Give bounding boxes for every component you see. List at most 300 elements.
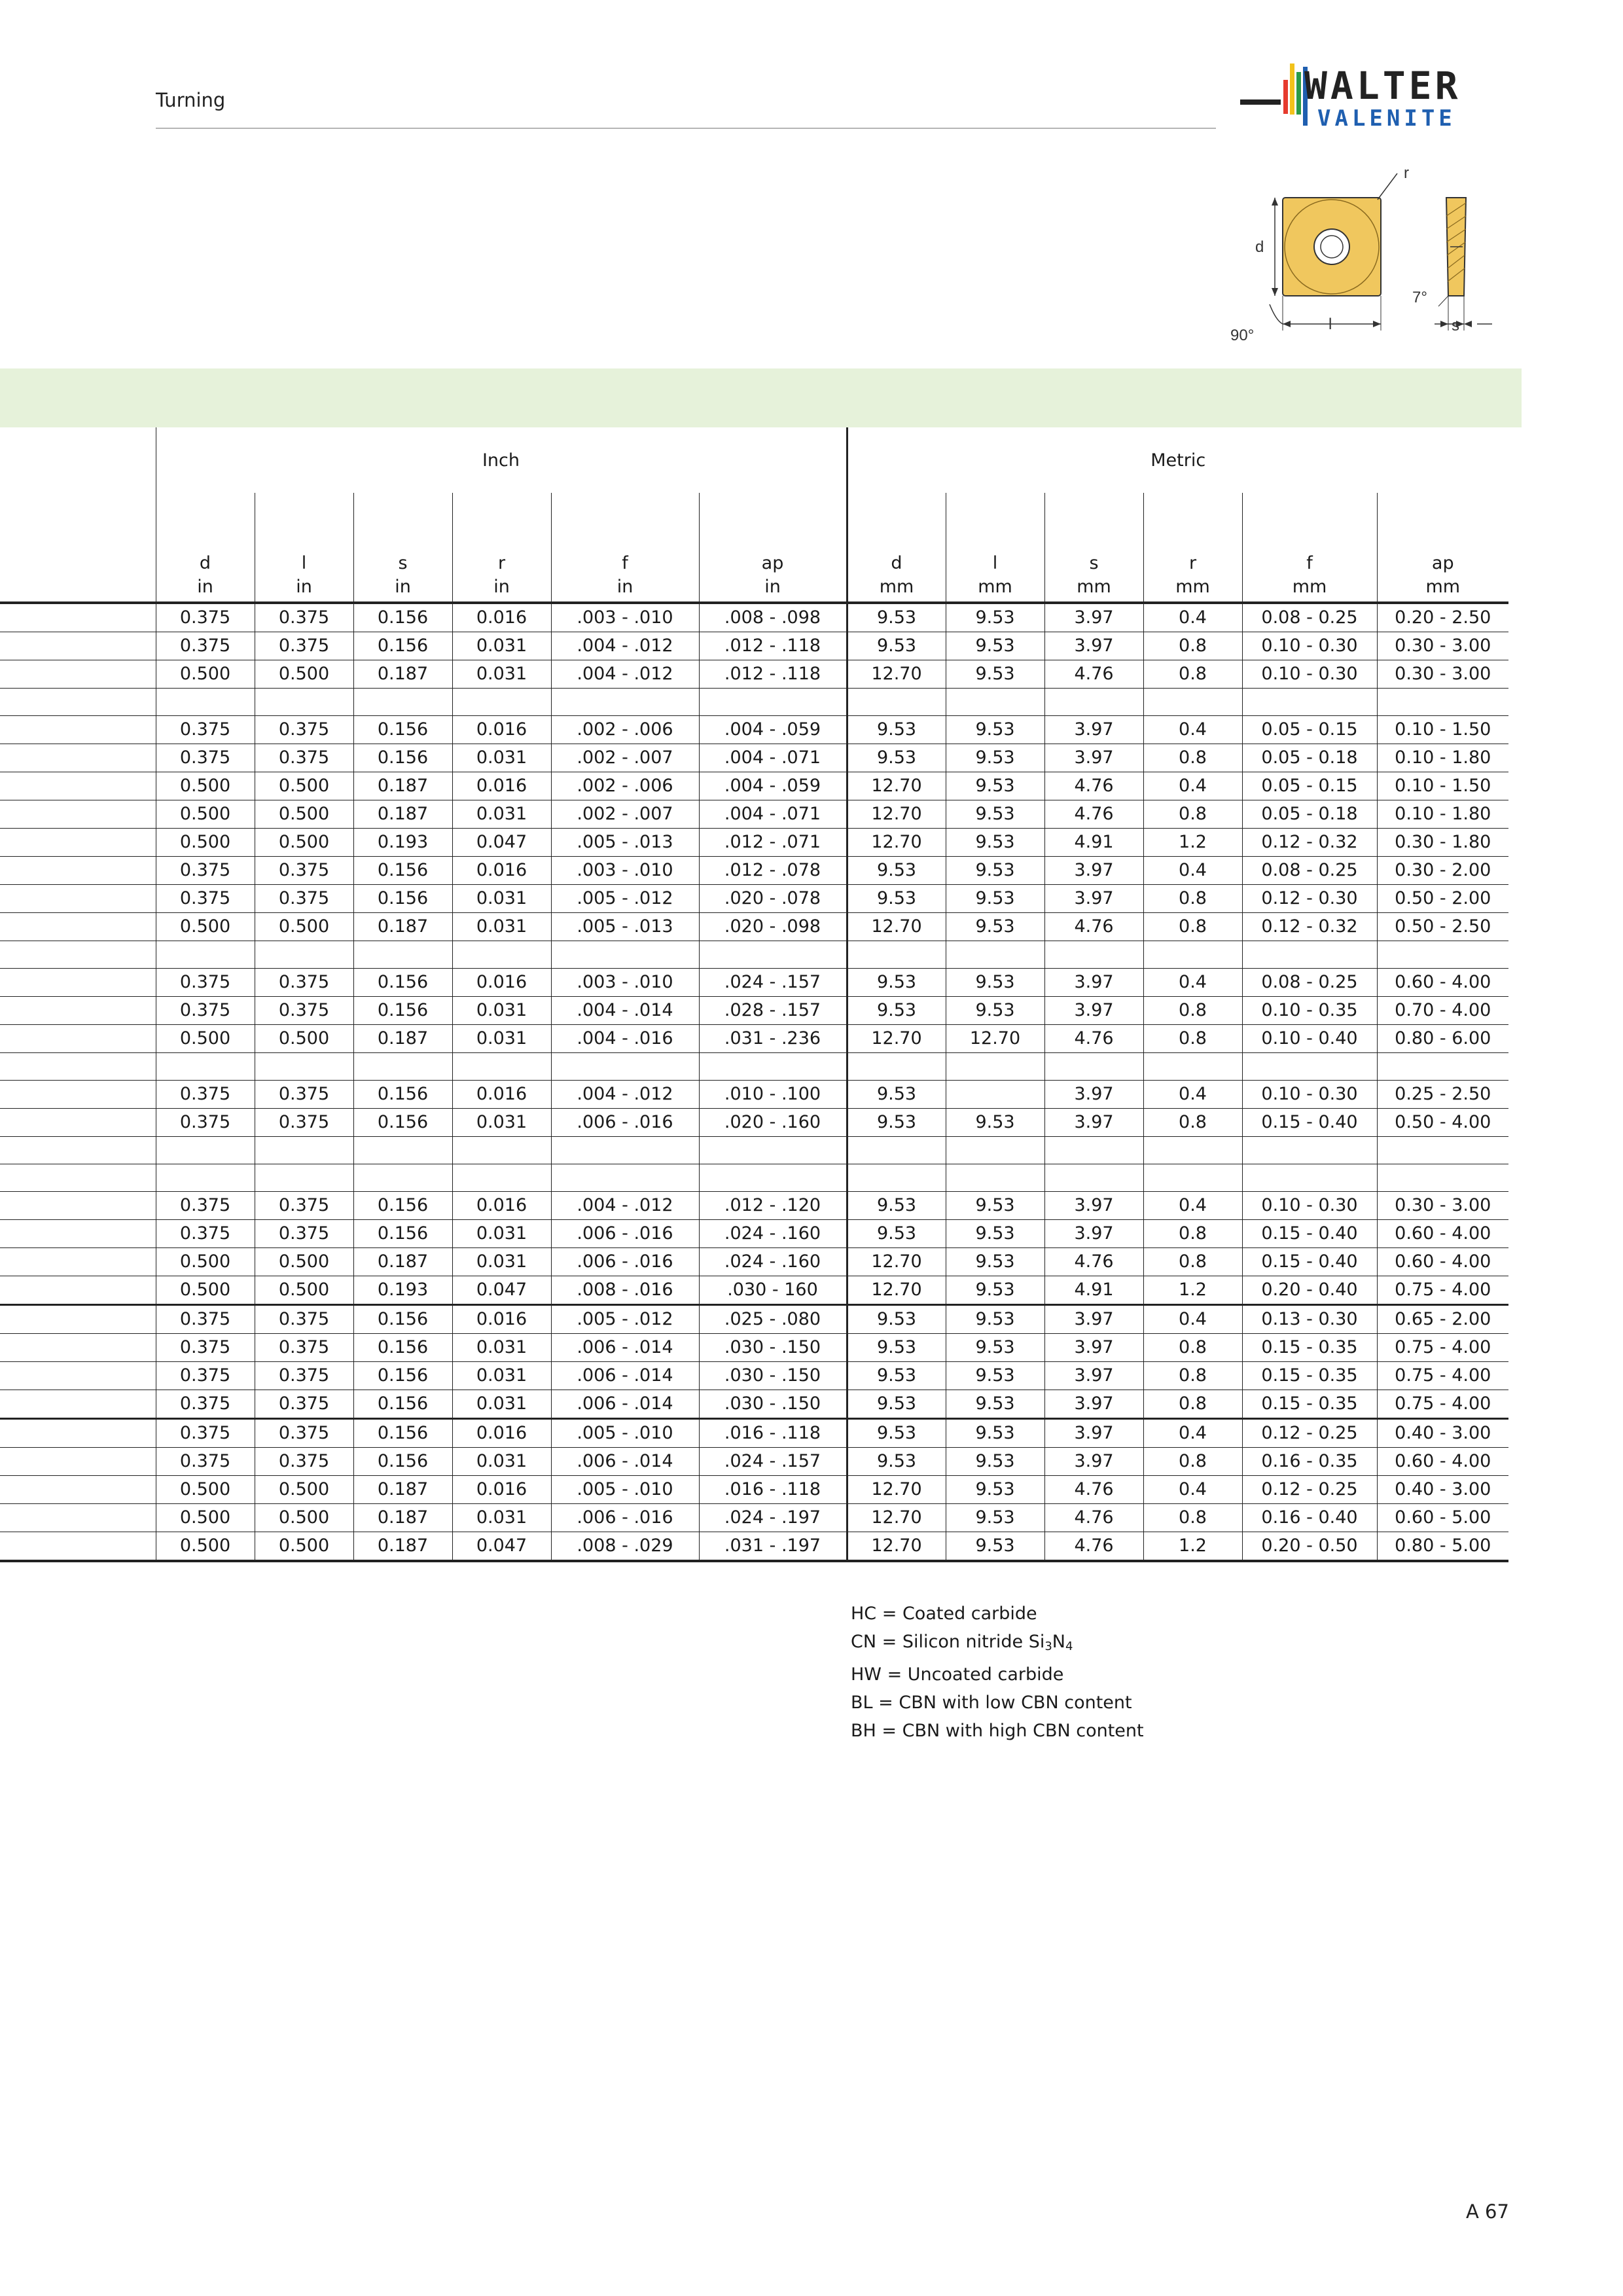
table-cell: 0.8 (1143, 885, 1242, 913)
table-cell: 0.40 - 3.00 (1377, 1476, 1508, 1504)
table-cell: 3.97 (1044, 1419, 1143, 1448)
table-cell: 0.156 (353, 1448, 452, 1476)
table-cell: 0.031 (452, 800, 551, 829)
header-blank-cell (0, 427, 156, 493)
table-cell: .012 - .071 (699, 829, 847, 857)
table-cell: .004 - .012 (551, 1081, 699, 1109)
table-cell: 0.13 - 0.30 (1242, 1305, 1377, 1334)
table-cell (847, 1053, 946, 1081)
table-cell: .008 - .029 (551, 1532, 699, 1562)
column-unit: mm (1175, 577, 1210, 597)
table-cell: 12.70 (847, 1025, 946, 1053)
table-cell: 0.375 (255, 857, 353, 885)
table-cell: 0.375 (156, 1334, 255, 1362)
table-cell: 0.15 - 0.35 (1242, 1362, 1377, 1390)
table-cell: 0.187 (353, 800, 452, 829)
table-cell: 9.53 (847, 857, 946, 885)
row-designation-cell (0, 857, 156, 885)
table-cell: 0.375 (156, 857, 255, 885)
table-cell (1044, 1137, 1143, 1164)
legend-item-bh: BH = CBN with high CBN content (851, 1721, 1144, 1741)
table-cell: 0.4 (1143, 1419, 1242, 1448)
table-cell: 0.15 - 0.40 (1242, 1220, 1377, 1248)
legend-item-bl: BL = CBN with low CBN content (851, 1693, 1132, 1713)
table-cell: 0.187 (353, 660, 452, 689)
table-cell: .030 - .150 (699, 1390, 847, 1419)
table-cell: 0.500 (156, 1532, 255, 1562)
table-row (0, 772, 1508, 800)
table-cell: 9.53 (946, 744, 1044, 772)
table-cell (847, 941, 946, 969)
table-cell: 0.10 - 0.30 (1242, 1081, 1377, 1109)
table-cell (1377, 941, 1508, 969)
table-cell: 0.10 - 0.30 (1242, 632, 1377, 660)
table-cell: 0.8 (1143, 1248, 1242, 1276)
table-cell: 0.031 (452, 1390, 551, 1419)
table-cell: 0.031 (452, 885, 551, 913)
table-cell: 0.156 (353, 1081, 452, 1109)
table-cell: 0.15 - 0.40 (1242, 1248, 1377, 1276)
diagram-angle-7: 7° (1412, 289, 1427, 306)
table-cell: 0.4 (1143, 1476, 1242, 1504)
table-cell: 0.05 - 0.18 (1242, 744, 1377, 772)
table-row (0, 1362, 1508, 1390)
column-unit: in (616, 577, 633, 597)
table-spacer-row (0, 1164, 1508, 1192)
row-designation-cell (0, 1305, 156, 1334)
table-cell (353, 1137, 452, 1164)
table-cell: .024 - .157 (699, 969, 847, 997)
column-unit: in (296, 577, 312, 597)
table-cell: 0.500 (255, 1476, 353, 1504)
row-designation-cell (0, 885, 156, 913)
logo-wordmark-walter: WALTER (1304, 63, 1461, 108)
table-cell: .020 - .098 (699, 913, 847, 941)
table-cell: 0.8 (1143, 913, 1242, 941)
table-cell: 3.97 (1044, 969, 1143, 997)
table-cell: 9.53 (946, 1504, 1044, 1532)
table-cell: 0.12 - 0.32 (1242, 829, 1377, 857)
table-cell: .030 - .150 (699, 1362, 847, 1390)
table-cell: .012 - .078 (699, 857, 847, 885)
table-cell: 0.156 (353, 1192, 452, 1220)
table-cell: .012 - .118 (699, 660, 847, 689)
table-cell: 9.53 (847, 1448, 946, 1476)
column-header-r-in (452, 493, 551, 603)
table-cell (1044, 941, 1143, 969)
table-cell: 0.156 (353, 744, 452, 772)
table-cell: .005 - .010 (551, 1476, 699, 1504)
table-cell: .024 - .157 (699, 1448, 847, 1476)
table-row (0, 1334, 1508, 1362)
table-cell: 0.500 (255, 1025, 353, 1053)
table-cell: 0.187 (353, 772, 452, 800)
column-header-ap-in (699, 493, 847, 603)
table-cell: 0.156 (353, 1390, 452, 1419)
table-cell (699, 1137, 847, 1164)
table-cell: 0.60 - 4.00 (1377, 1448, 1508, 1476)
table-cell: 0.031 (452, 1025, 551, 1053)
table-cell (1044, 1053, 1143, 1081)
table-cell: .005 - .010 (551, 1419, 699, 1448)
table-cell: 4.76 (1044, 660, 1143, 689)
row-designation-cell (0, 603, 156, 632)
table-row (0, 997, 1508, 1025)
table-cell (353, 1164, 452, 1192)
table-cell: .004 - .016 (551, 1025, 699, 1053)
table-cell: 0.031 (452, 1504, 551, 1532)
table-cell (946, 1053, 1044, 1081)
table-cell (1242, 941, 1377, 969)
table-cell: 0.375 (156, 1448, 255, 1476)
table-cell: .004 - .012 (551, 660, 699, 689)
table-cell: 0.08 - 0.25 (1242, 857, 1377, 885)
table-cell: 0.50 - 2.50 (1377, 913, 1508, 941)
row-designation-cell (0, 1276, 156, 1305)
table-cell (156, 689, 255, 716)
table-row (0, 1220, 1508, 1248)
table-cell: 12.70 (847, 1476, 946, 1504)
table-cell: 3.97 (1044, 857, 1143, 885)
table-cell: 0.031 (452, 1448, 551, 1476)
table-cell: 0.8 (1143, 744, 1242, 772)
table-cell: 0.047 (452, 1276, 551, 1305)
table-cell: 0.016 (452, 1081, 551, 1109)
row-designation-cell (0, 1419, 156, 1448)
table-row (0, 1532, 1508, 1562)
table-cell: 1.2 (1143, 1532, 1242, 1562)
table-cell: 3.97 (1044, 885, 1143, 913)
table-cell: 9.53 (847, 1109, 946, 1137)
table-cell: 0.187 (353, 1248, 452, 1276)
table-cell: 0.10 - 1.80 (1377, 744, 1508, 772)
table-cell: 12.70 (847, 1276, 946, 1305)
column-unit: mm (978, 577, 1012, 597)
table-cell: 9.53 (847, 1390, 946, 1419)
table-cell: 0.40 - 3.00 (1377, 1419, 1508, 1448)
column-name: s (398, 553, 408, 573)
table-cell: .004 - .071 (699, 744, 847, 772)
table-row (0, 913, 1508, 941)
table-cell (946, 941, 1044, 969)
table-cell: 0.375 (255, 1192, 353, 1220)
table-cell: 9.53 (946, 1192, 1044, 1220)
table-cell: 0.031 (452, 1248, 551, 1276)
table-cell: 0.500 (156, 772, 255, 800)
column-unit: mm (879, 577, 914, 597)
table-cell: 3.97 (1044, 997, 1143, 1025)
table-cell: 3.97 (1044, 1220, 1143, 1248)
table-cell: 0.500 (255, 1276, 353, 1305)
table-cell (452, 1053, 551, 1081)
column-name: r (497, 553, 506, 573)
table-cell: 0.156 (353, 1109, 452, 1137)
table-cell: 0.500 (255, 913, 353, 941)
table-cell: 0.4 (1143, 716, 1242, 744)
column-name: d (199, 553, 211, 573)
table-cell: 4.76 (1044, 1504, 1143, 1532)
table-cell: 0.187 (353, 1532, 452, 1562)
table-cell: 9.53 (946, 603, 1044, 632)
table-cell: 0.156 (353, 716, 452, 744)
table-cell: 0.25 - 2.50 (1377, 1081, 1508, 1109)
table-row (0, 1081, 1508, 1109)
table-cell: .002 - .006 (551, 716, 699, 744)
table-cell: 0.031 (452, 1334, 551, 1362)
table-cell: .002 - .006 (551, 772, 699, 800)
table-cell: 0.375 (255, 1081, 353, 1109)
row-designation-cell (0, 1192, 156, 1220)
table-cell: 0.375 (156, 1305, 255, 1334)
group-header-inch: Inch (156, 427, 847, 493)
table-cell: .008 - .016 (551, 1276, 699, 1305)
table-cell: 1.2 (1143, 1276, 1242, 1305)
table-cell: 12.70 (847, 913, 946, 941)
table-cell: 0.12 - 0.25 (1242, 1476, 1377, 1504)
table-cell: 0.4 (1143, 603, 1242, 632)
table-cell: 0.8 (1143, 1025, 1242, 1053)
table-cell: 0.375 (255, 885, 353, 913)
table-cell: 0.375 (255, 1109, 353, 1137)
table-row (0, 1419, 1508, 1448)
row-designation-cell (0, 1448, 156, 1476)
table-spacer-row (0, 941, 1508, 969)
table-row (0, 1025, 1508, 1053)
material-legend (851, 1600, 1144, 1745)
table-cell: 0.016 (452, 969, 551, 997)
table-cell (847, 1137, 946, 1164)
table-cell (699, 689, 847, 716)
table-cell: 0.375 (255, 1390, 353, 1419)
table-cell: .028 - .157 (699, 997, 847, 1025)
table-cell: .024 - .197 (699, 1504, 847, 1532)
table-cell: 0.375 (156, 1390, 255, 1419)
table-cell: 0.10 - 1.50 (1377, 772, 1508, 800)
table-cell (452, 689, 551, 716)
column-name: d (891, 553, 902, 573)
table-cell: 3.97 (1044, 716, 1143, 744)
table-cell (156, 941, 255, 969)
table-cell: 9.53 (847, 1220, 946, 1248)
header-blank-cell (0, 493, 156, 603)
table-cell: .005 - .012 (551, 885, 699, 913)
row-designation-cell (0, 969, 156, 997)
table-cell: 9.53 (946, 1532, 1044, 1562)
table-cell: 4.76 (1044, 772, 1143, 800)
table-cell: 0.031 (452, 1362, 551, 1390)
table-cell: 3.97 (1044, 1390, 1143, 1419)
table-cell: 0.500 (156, 1504, 255, 1532)
table-cell: 1.2 (1143, 829, 1242, 857)
table-cell: 12.70 (847, 1532, 946, 1562)
column-header-f-in (551, 493, 699, 603)
column-header-s-in (353, 493, 452, 603)
table-cell (1044, 1164, 1143, 1192)
table-row (0, 1248, 1508, 1276)
table-cell (1377, 1164, 1508, 1192)
table-cell: 9.53 (946, 1220, 1044, 1248)
table-cell: 3.97 (1044, 1305, 1143, 1334)
table-cell: 0.65 - 2.00 (1377, 1305, 1508, 1334)
table-cell: 0.016 (452, 1476, 551, 1504)
legend-code: CN (851, 1632, 877, 1652)
walter-valenite-logo (1240, 60, 1522, 139)
table-cell: 0.05 - 0.15 (1242, 772, 1377, 800)
table-cell: 0.10 - 1.50 (1377, 716, 1508, 744)
table-cell: 3.97 (1044, 1081, 1143, 1109)
table-row (0, 1504, 1508, 1532)
table-cell: 0.375 (156, 716, 255, 744)
table-cell (255, 1053, 353, 1081)
table-cell: 9.53 (946, 1276, 1044, 1305)
table-cell (1143, 941, 1242, 969)
table-cell: 9.53 (946, 1248, 1044, 1276)
table-cell: 9.53 (847, 1192, 946, 1220)
table-cell: 0.08 - 0.25 (1242, 969, 1377, 997)
table-cell: .006 - .014 (551, 1334, 699, 1362)
row-designation-cell (0, 689, 156, 716)
table-cell: 0.156 (353, 603, 452, 632)
table-cell: 3.97 (1044, 1334, 1143, 1362)
column-header-ap-mm (1377, 493, 1508, 603)
table-cell: 9.53 (847, 716, 946, 744)
diagram-label-d: d (1255, 238, 1264, 256)
table-cell: .005 - .013 (551, 829, 699, 857)
table-cell: 0.375 (156, 969, 255, 997)
table-cell (551, 941, 699, 969)
table-cell: 3.97 (1044, 632, 1143, 660)
row-designation-cell (0, 632, 156, 660)
table-cell: 0.500 (156, 1025, 255, 1053)
table-cell: 9.53 (847, 885, 946, 913)
table-cell: 4.76 (1044, 1532, 1143, 1562)
table-cell: 0.75 - 4.00 (1377, 1362, 1508, 1390)
table-cell: 9.53 (946, 1305, 1044, 1334)
table-cell: 0.8 (1143, 1334, 1242, 1362)
table-cell: 0.60 - 4.00 (1377, 1248, 1508, 1276)
table-row (0, 1448, 1508, 1476)
table-cell: 0.8 (1143, 1362, 1242, 1390)
table-cell: 0.12 - 0.30 (1242, 885, 1377, 913)
table-cell: 4.76 (1044, 1248, 1143, 1276)
table-cell: 0.12 - 0.25 (1242, 1419, 1377, 1448)
table-cell: 9.53 (946, 716, 1044, 744)
table-cell: 0.500 (255, 772, 353, 800)
table-cell: 4.91 (1044, 1276, 1143, 1305)
table-cell: .003 - .010 (551, 969, 699, 997)
legend-subscript: 4 (1065, 1640, 1073, 1653)
table-cell: 0.375 (156, 885, 255, 913)
table-cell: 0.375 (255, 744, 353, 772)
table-cell (1143, 1053, 1242, 1081)
row-designation-cell (0, 772, 156, 800)
table-cell (946, 1081, 1044, 1109)
row-designation-cell (0, 1025, 156, 1053)
row-designation-cell (0, 1476, 156, 1504)
table-cell: .004 - .012 (551, 632, 699, 660)
table-cell: .025 - .080 (699, 1305, 847, 1334)
table-cell: 0.30 - 3.00 (1377, 1192, 1508, 1220)
row-designation-cell (0, 1220, 156, 1248)
table-cell: 0.4 (1143, 1081, 1242, 1109)
table-cell: 9.53 (946, 913, 1044, 941)
table-cell: .004 - .059 (699, 772, 847, 800)
table-cell: 0.016 (452, 716, 551, 744)
table-cell: 9.53 (946, 857, 1044, 885)
table-cell: 9.53 (946, 1362, 1044, 1390)
table-cell: 0.016 (452, 772, 551, 800)
table-row (0, 1276, 1508, 1305)
table-cell: .020 - .078 (699, 885, 847, 913)
diagram-label-r: r (1404, 164, 1409, 182)
table-cell: 9.53 (847, 632, 946, 660)
table-cell: 0.15 - 0.35 (1242, 1390, 1377, 1419)
table-cell: 9.53 (946, 800, 1044, 829)
table-cell: 0.187 (353, 1476, 452, 1504)
table-row (0, 603, 1508, 632)
table-cell: 0.30 - 1.80 (1377, 829, 1508, 857)
table-cell: 9.53 (946, 1419, 1044, 1448)
table-cell (452, 1137, 551, 1164)
table-cell: 3.97 (1044, 1362, 1143, 1390)
table-cell: 3.97 (1044, 744, 1143, 772)
table-cell: 0.375 (255, 716, 353, 744)
legend-subscript: 3 (1044, 1640, 1052, 1653)
row-designation-cell (0, 1532, 156, 1562)
table-cell: 9.53 (847, 744, 946, 772)
table-cell: 0.8 (1143, 1109, 1242, 1137)
table-cell: 12.70 (946, 1025, 1044, 1053)
table-cell: .004 - .012 (551, 1192, 699, 1220)
table-cell: 9.53 (847, 969, 946, 997)
table-cell: .012 - .118 (699, 632, 847, 660)
table-cell: 4.76 (1044, 800, 1143, 829)
insert-spec-table (0, 427, 1508, 1562)
table-cell (1143, 1164, 1242, 1192)
table-cell (699, 1164, 847, 1192)
table-row (0, 1305, 1508, 1334)
legend-text: Silicon nitride Si (902, 1632, 1045, 1652)
diagram-label-s: s (1452, 317, 1459, 334)
table-row (0, 969, 1508, 997)
table-cell: .030 - 160 (699, 1276, 847, 1305)
table-cell: 0.8 (1143, 1504, 1242, 1532)
table-cell (1242, 1137, 1377, 1164)
table-cell: 0.8 (1143, 1448, 1242, 1476)
table-cell: 0.05 - 0.15 (1242, 716, 1377, 744)
table-cell: 0.8 (1143, 800, 1242, 829)
table-cell: 0.4 (1143, 772, 1242, 800)
table-cell (452, 1164, 551, 1192)
table-row (0, 857, 1508, 885)
table-row (0, 1390, 1508, 1419)
table-cell: 0.500 (255, 1532, 353, 1562)
header-divider (156, 128, 1216, 129)
table-cell: 0.375 (156, 744, 255, 772)
table-cell (255, 941, 353, 969)
column-name: l (301, 553, 307, 573)
table-cell: 0.375 (255, 1362, 353, 1390)
table-cell (353, 1053, 452, 1081)
table-cell: 9.53 (847, 997, 946, 1025)
table-cell: 3.97 (1044, 1448, 1143, 1476)
table-row (0, 885, 1508, 913)
table-cell: 0.500 (255, 660, 353, 689)
table-cell (255, 1137, 353, 1164)
table-cell (1044, 689, 1143, 716)
table-cell: .010 - .100 (699, 1081, 847, 1109)
column-header-l-mm (946, 493, 1044, 603)
